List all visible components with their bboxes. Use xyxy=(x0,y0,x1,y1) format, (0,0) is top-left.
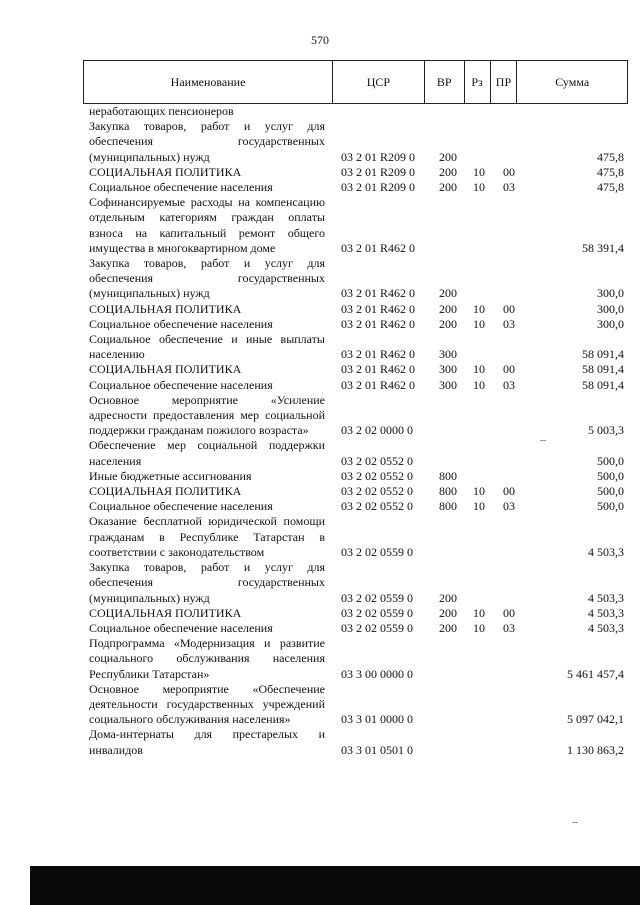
row-sum: 4 503,3 xyxy=(588,620,624,635)
row-rz: 10 xyxy=(473,362,485,377)
row-vr: 200 xyxy=(439,590,457,605)
row-csr: 03 2 02 0552 0 xyxy=(341,499,413,514)
row-rz: 10 xyxy=(473,484,485,499)
header-name: Наименование xyxy=(84,61,333,103)
row-csr: 03 2 02 0552 0 xyxy=(341,468,413,483)
table-row xyxy=(89,362,624,377)
row-name: Подпрограмма «Модернизация и развитие социального обслуживания населения Республики Татарстан» xyxy=(89,636,325,681)
row-rz: 10 xyxy=(473,377,485,392)
row-sum: 475,8 xyxy=(597,149,624,164)
row-csr: 03 2 01 R462 0 xyxy=(341,301,416,316)
row-csr: 03 2 01 R209 0 xyxy=(341,164,416,179)
header-vr: ВР xyxy=(425,61,465,103)
table-row xyxy=(89,378,624,393)
row-pr: 00 xyxy=(503,362,515,377)
row-pr: 03 xyxy=(503,180,515,195)
table-row xyxy=(89,560,624,606)
row-csr: 03 2 01 R462 0 xyxy=(341,286,416,301)
row-pr: 03 xyxy=(503,499,515,514)
row-sum: 58 091,4 xyxy=(582,362,624,377)
table-row xyxy=(89,104,624,119)
row-pr: 03 xyxy=(503,377,515,392)
row-name: Дома-интернаты для престарелых и инвалидов xyxy=(89,727,325,757)
table-row xyxy=(89,484,624,499)
scan-bottom-edge xyxy=(30,866,640,905)
row-vr: 200 xyxy=(439,149,457,164)
table-row xyxy=(89,317,624,332)
table-row xyxy=(89,514,624,560)
row-sum: 500,0 xyxy=(597,453,624,468)
row-rz: 10 xyxy=(473,620,485,635)
row-name: СОЦИАЛЬНАЯ ПОЛИТИКА xyxy=(89,164,242,179)
row-sum: 58 091,4 xyxy=(582,377,624,392)
row-vr: 200 xyxy=(439,316,457,331)
table-row xyxy=(89,256,624,302)
row-rz: 10 xyxy=(473,180,485,195)
row-sum: 300,0 xyxy=(597,286,624,301)
table-row xyxy=(89,393,624,439)
table-row xyxy=(89,332,624,362)
row-sum: 4 503,3 xyxy=(588,605,624,620)
row-name: Обеспечение мер социальной поддержки населения xyxy=(89,438,325,468)
row-sum: 58 391,4 xyxy=(582,240,624,255)
row-rz: 10 xyxy=(473,301,485,316)
table-row xyxy=(89,195,624,256)
row-csr: 03 2 01 R462 0 xyxy=(341,240,416,255)
header-sum: Сумма xyxy=(555,74,590,89)
row-csr: 03 2 02 0552 0 xyxy=(341,453,413,468)
row-csr: 03 2 01 R209 0 xyxy=(341,149,416,164)
table-row xyxy=(89,469,624,484)
header-pr: ПР xyxy=(491,61,518,103)
scan-speck xyxy=(540,440,546,441)
row-vr: 300 xyxy=(439,362,457,377)
row-csr: 03 2 02 0552 0 xyxy=(341,484,413,499)
row-name: Софинансируемые расходы на компенсацию отдельным категориям граждан оплаты взноса на капитальный ремонт общего имущества в многоквартирном доме xyxy=(89,195,325,255)
row-name: Закупка товаров, работ и услуг для обеспечения государственных (муниципальных) нужд xyxy=(89,119,325,164)
row-csr: 03 2 02 0000 0 xyxy=(341,423,413,438)
table-row xyxy=(89,302,624,317)
scan-speck xyxy=(572,822,578,823)
row-sum: 5 003,3 xyxy=(588,423,624,438)
row-sum: 300,0 xyxy=(597,316,624,331)
row-sum: 500,0 xyxy=(597,484,624,499)
row-name: Социальное обеспечение населения xyxy=(89,377,273,392)
table-header xyxy=(83,60,628,104)
row-vr: 200 xyxy=(439,164,457,179)
row-sum: 475,8 xyxy=(597,164,624,179)
row-pr: 00 xyxy=(503,484,515,499)
row-name: Социальное обеспечение населения xyxy=(89,499,273,514)
row-name: Иные бюджетные ассигнования xyxy=(89,468,252,483)
table-row xyxy=(89,682,624,728)
table-row xyxy=(89,180,624,195)
row-vr: 200 xyxy=(439,301,457,316)
row-vr: 200 xyxy=(439,286,457,301)
table-row xyxy=(89,636,624,682)
row-pr: 00 xyxy=(503,605,515,620)
row-csr: 03 2 02 0559 0 xyxy=(341,620,413,635)
row-name: неработающих пенсионеров xyxy=(89,104,234,118)
row-sum: 500,0 xyxy=(597,468,624,483)
row-sum: 1 130 863,2 xyxy=(567,742,624,757)
row-csr: 03 3 01 0000 0 xyxy=(341,712,413,727)
row-csr: 03 2 01 R209 0 xyxy=(341,180,416,195)
table-row xyxy=(89,727,624,757)
table-row xyxy=(89,606,624,621)
row-vr: 800 xyxy=(439,468,457,483)
row-csr: 03 2 01 R462 0 xyxy=(341,362,416,377)
row-name: СОЦИАЛЬНАЯ ПОЛИТИКА xyxy=(89,605,242,620)
row-pr: 03 xyxy=(503,316,515,331)
row-name: Закупка товаров, работ и услуг для обеспечения государственных (муниципальных) нужд xyxy=(89,256,325,301)
row-name: Социальное обеспечение и иные выплаты населению xyxy=(89,332,325,362)
row-sum: 475,8 xyxy=(597,180,624,195)
row-csr: 03 2 02 0559 0 xyxy=(341,544,413,559)
row-name: Основное мероприятие «Обеспечение деятельности государственных учреждений социального обслуживания населения» xyxy=(89,681,325,727)
table-row xyxy=(89,119,624,165)
row-csr: 03 2 01 R462 0 xyxy=(341,377,416,392)
row-sum: 4 503,3 xyxy=(588,544,624,559)
row-vr: 300 xyxy=(439,347,457,362)
row-rz: 10 xyxy=(473,499,485,514)
row-vr: 800 xyxy=(439,484,457,499)
row-vr: 200 xyxy=(439,620,457,635)
row-sum: 5 461 457,4 xyxy=(567,666,624,681)
table-row xyxy=(89,499,624,514)
table-row xyxy=(89,438,624,468)
row-sum: 5 097 042,1 xyxy=(567,712,624,727)
row-vr: 800 xyxy=(439,499,457,514)
row-name: Социальное обеспечение населения xyxy=(89,316,273,331)
row-pr: 00 xyxy=(503,164,515,179)
row-rz: 10 xyxy=(473,605,485,620)
row-sum: 300,0 xyxy=(597,301,624,316)
row-name: СОЦИАЛЬНАЯ ПОЛИТИКА xyxy=(89,484,242,499)
header-csr: ЦСР xyxy=(333,61,425,103)
table-body xyxy=(89,104,624,758)
row-name: СОЦИАЛЬНАЯ ПОЛИТИКА xyxy=(89,362,242,377)
row-name: Закупка товаров, работ и услуг для обеспечения государственных (муниципальных) нужд xyxy=(89,560,325,605)
row-csr: 03 2 02 0559 0 xyxy=(341,605,413,620)
row-name: Социальное обеспечение населения xyxy=(89,180,273,195)
table-row xyxy=(89,621,624,636)
row-csr: 03 3 00 0000 0 xyxy=(341,666,413,681)
row-vr: 200 xyxy=(439,605,457,620)
table-row xyxy=(89,165,624,180)
row-pr: 03 xyxy=(503,620,515,635)
row-name: Социальное обеспечение населения xyxy=(89,620,273,635)
row-rz: 10 xyxy=(473,316,485,331)
row-csr: 03 3 01 0501 0 xyxy=(341,742,413,757)
row-name: СОЦИАЛЬНАЯ ПОЛИТИКА xyxy=(89,301,242,316)
row-sum: 500,0 xyxy=(597,499,624,514)
row-csr: 03 2 01 R462 0 xyxy=(341,316,416,331)
row-csr: 03 2 02 0559 0 xyxy=(341,590,413,605)
row-vr: 200 xyxy=(439,180,457,195)
row-csr: 03 2 01 R462 0 xyxy=(341,347,416,362)
row-name: Оказание бесплатной юридической помощи гражданам в Республике Татарстан в соответствии с законодательством xyxy=(89,514,325,559)
row-sum: 58 091,4 xyxy=(582,347,624,362)
row-rz: 10 xyxy=(473,164,485,179)
header-rz: Рз xyxy=(465,61,491,103)
row-sum: 4 503,3 xyxy=(588,590,624,605)
row-pr: 00 xyxy=(503,301,515,316)
page-number: 570 xyxy=(311,33,329,47)
row-name: Основное мероприятие «Усиление адресности предоставления мер социальной поддержки гражданам пожилого возраста» xyxy=(89,392,325,438)
row-vr: 300 xyxy=(439,377,457,392)
